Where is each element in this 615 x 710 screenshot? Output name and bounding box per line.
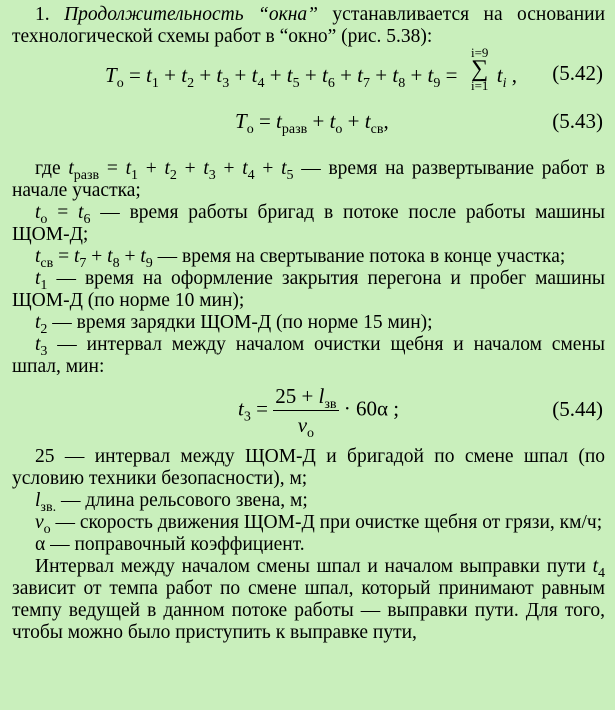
- equation-5-44: [12, 378, 605, 444]
- explanation-25: 25 — интервал между ЩОМ-Д и бригадой по смене шпал (по условию техники безопасности), м;: [12, 446, 605, 489]
- sum-lower-limit: i=1: [470, 78, 489, 93]
- equation-number: (5.43): [552, 109, 603, 133]
- definition-t-razv: где $t_{разв} = t_1 + t_2 + t_3 + t_4 + t_5$ — время на развертывание работ в начале участка;: [12, 158, 606, 201]
- equation-5-42: [12, 45, 605, 104]
- definition-t-o: $t_о = t_6$ — время работы бригад в потоке после работы машины ЩОМ-Д;: [12, 202, 606, 245]
- paragraph-final: Интервал между началом смены шпал и началом выправки пути $t_4$ зависит от темпа работ по смене шпал, который принимают равным темпу ведущей в данном потоке работы — выправки пути. Для того, чтобы можно было приступить к выправке пути,: [12, 556, 606, 643]
- explanation-alpha: α — поправочный коэффициент.: [35, 534, 305, 555]
- term-window-duration: Продолжительность “окна”: [64, 4, 318, 25]
- paragraph-text: устанавливается на основании технологической схемы работ в “окно” (рис. 5.38):: [12, 4, 606, 47]
- equation-body: $T_о = t_{разв} + t_о + t_{св}$,: [235, 109, 389, 137]
- sum-symbol: i=9 ∑ i=1: [463, 46, 497, 92]
- definition-t1: $t_1$ — время на оформление закрытия перегона и пробег машины ЩОМ-Д (по норме 10 мин);: [12, 268, 605, 311]
- sum-upper-limit: i=9: [470, 45, 489, 60]
- definition-t2: $t_2$ — время зарядки ЩОМ-Д (по норме 15 мин);: [35, 312, 433, 337]
- equation-factor: · 60α ;: [343, 396, 400, 421]
- equation-number: (5.44): [552, 397, 603, 421]
- equation-5-43: [12, 104, 605, 150]
- equation-number: (5.42): [552, 61, 603, 85]
- paragraph-number: 1.: [35, 4, 50, 25]
- equation-body: $T_о = t_1 + t_2 + t_3 + t_4 + t_5 + t_6 + t_7 + t_8 + t_9$ = i=9 ∑ i=1 $t_i$ ,: [105, 45, 517, 93]
- fraction: $\frac{25 + l_{зв}}{v_о}$: [275, 384, 337, 441]
- definition-t-sv: $t_{св} = t_7 + t_8 + t_9$ — время на свертывание потока в конце участка;: [35, 246, 566, 271]
- definition-t3: $t_3$ — интервал между началом очистки щебня и началом смены шпал, мин:: [12, 334, 605, 377]
- explanation-v-o: $v_о$ — скорость движения ЩОМ-Д при очистке щебня от грязи, км/ч;: [35, 512, 603, 537]
- explanation-l-zv: $l_{зв.}$ — длина рельсового звена, м;: [35, 490, 308, 515]
- equation-body: $t_3$ = $\frac{25 + l_{зв}}{v_о}$ · 60α ;: [238, 384, 400, 441]
- paragraph-window-duration: [12, 4, 605, 48]
